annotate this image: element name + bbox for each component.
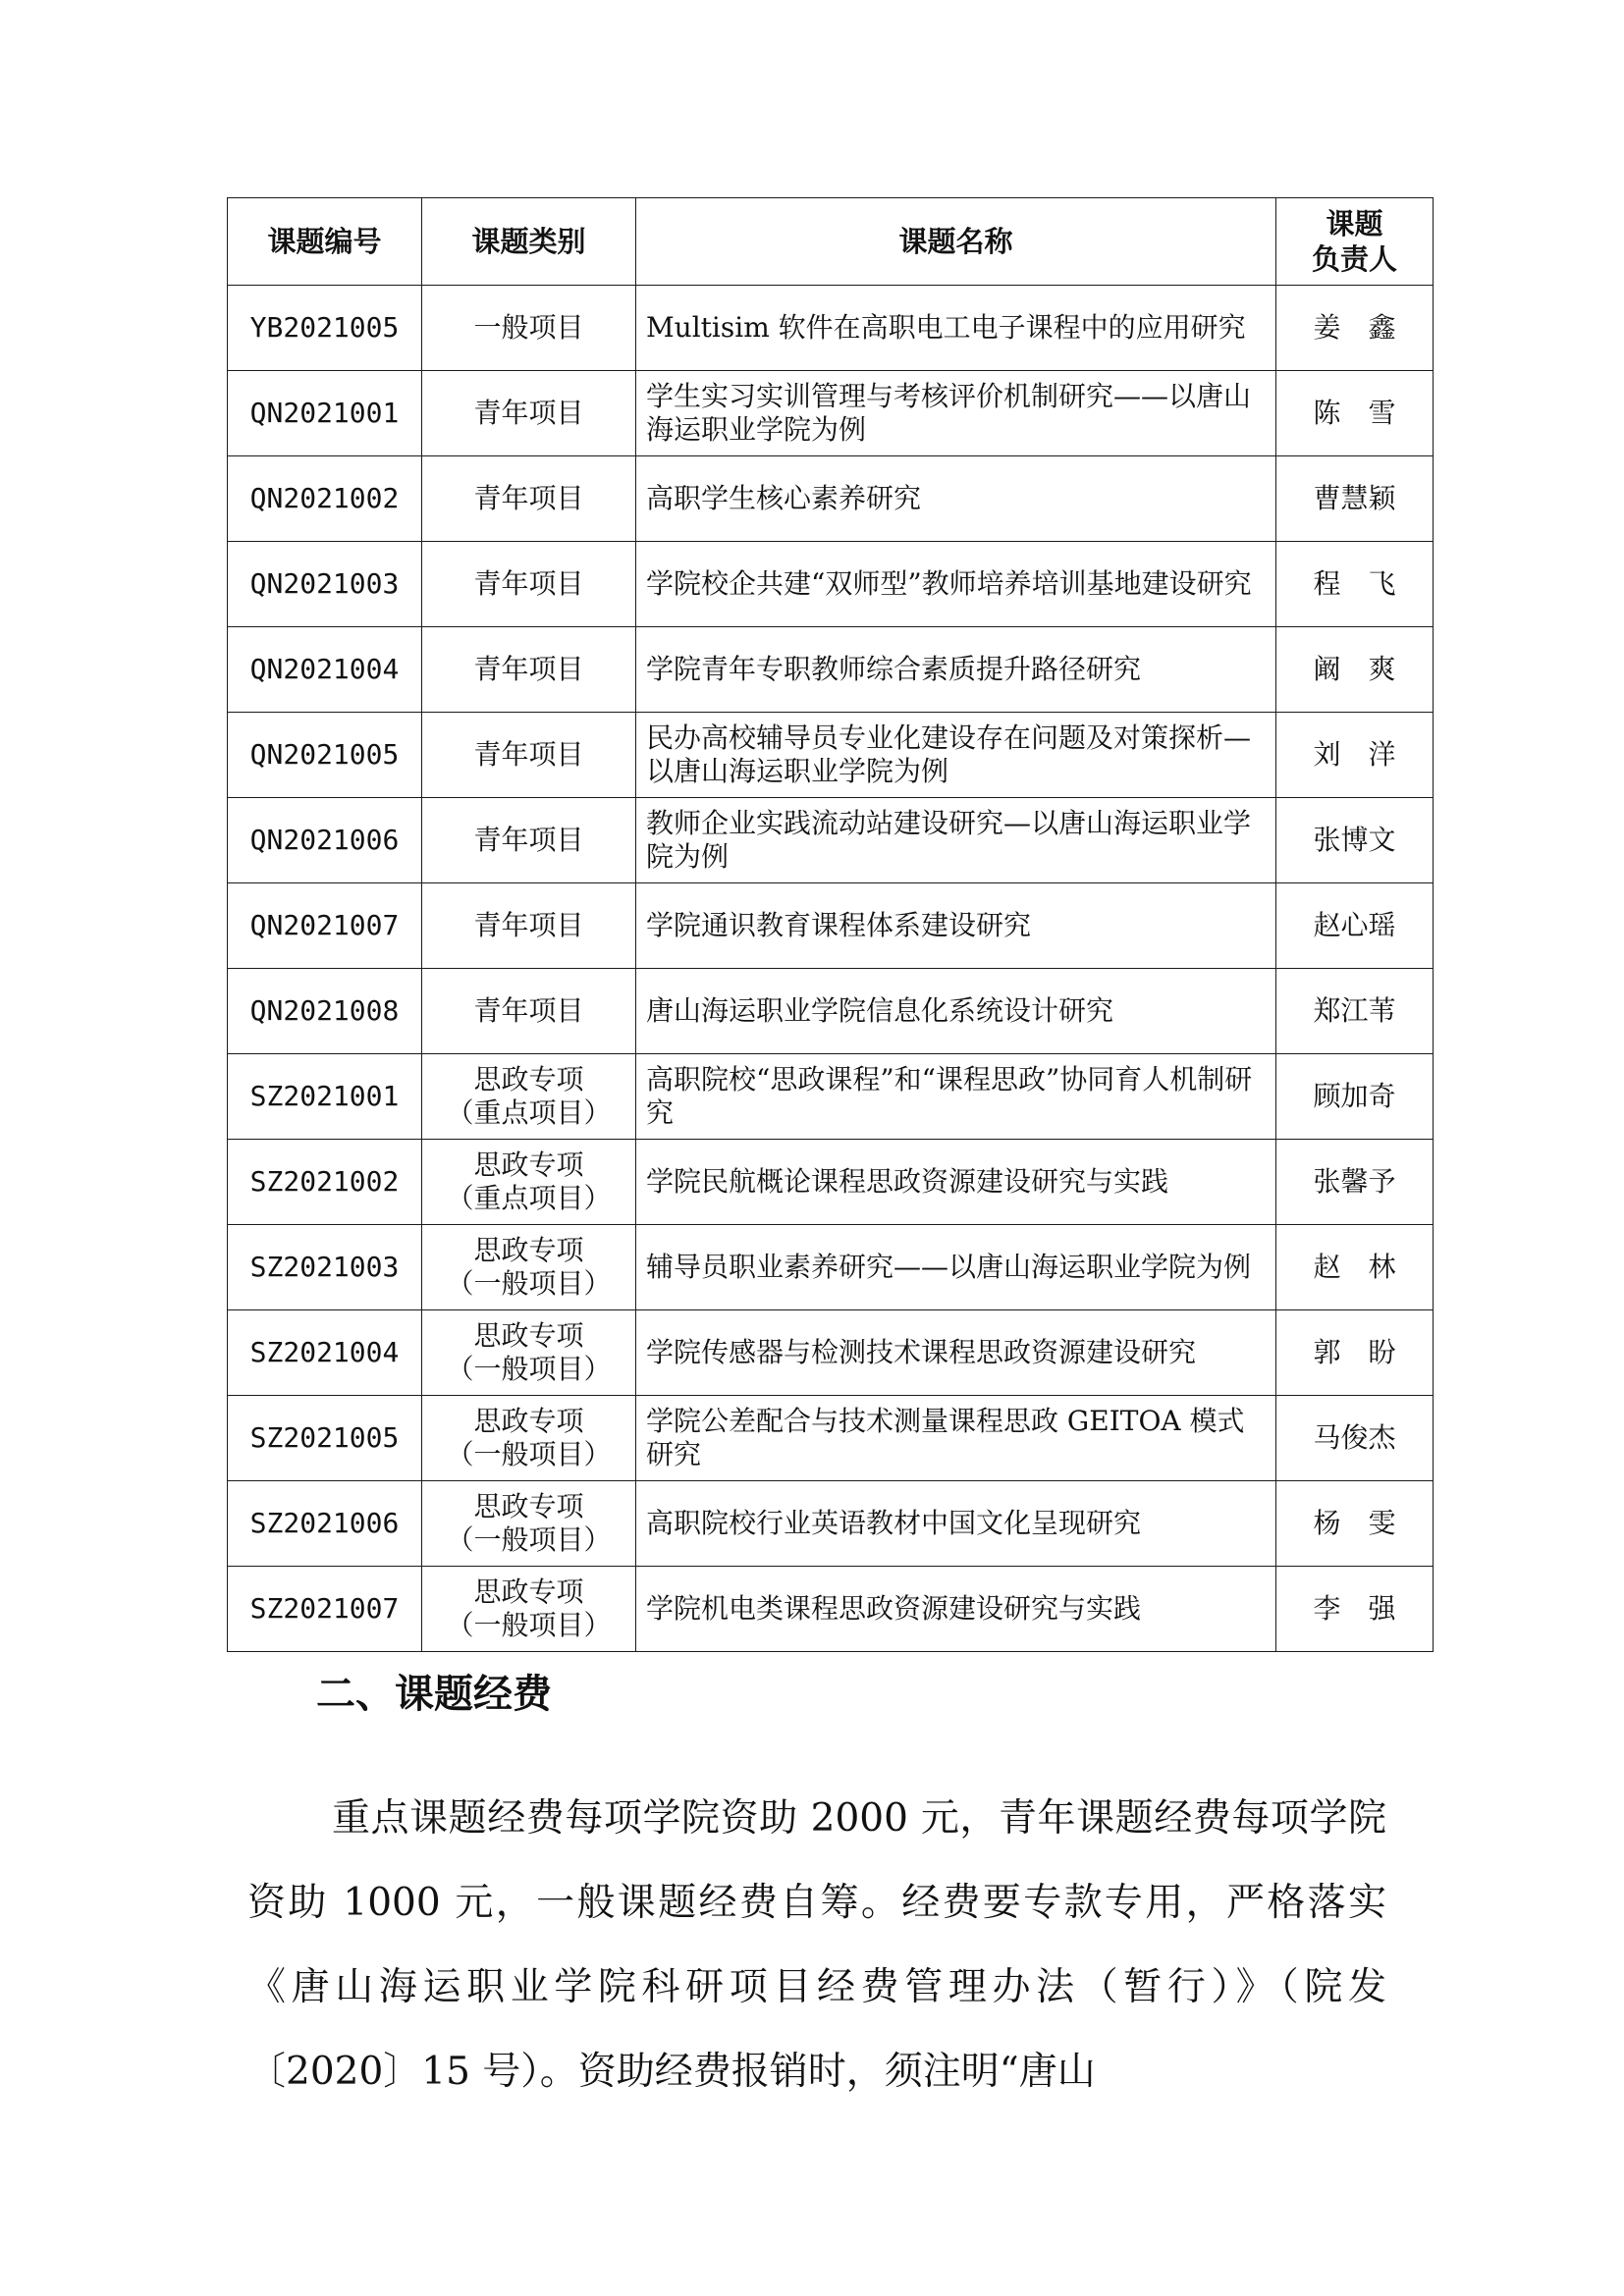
project-table: [227, 197, 1434, 1652]
table-row: [228, 1140, 1434, 1225]
table-row: [228, 627, 1434, 713]
project-code: SZ2021002: [228, 1140, 422, 1225]
project-category: [422, 1225, 636, 1310]
project-title: 学院公差配合与技术测量课程思政 GEITOA 模式研究: [636, 1396, 1276, 1481]
project-title: 高职学生核心素养研究: [636, 456, 1276, 542]
project-code: QN2021001: [228, 371, 422, 456]
table-row: [228, 969, 1434, 1054]
project-category: [422, 713, 636, 798]
project-title: 高职院校行业英语教材中国文化呈现研究: [636, 1481, 1276, 1567]
project-category-line1: 青年项目: [473, 738, 584, 771]
project-code: SZ2021006: [228, 1481, 422, 1567]
table-row: [228, 542, 1434, 627]
project-category-line1: 青年项目: [473, 824, 584, 856]
project-leader: 马俊杰: [1276, 1396, 1434, 1481]
project-category: [422, 1567, 636, 1652]
table-row: [228, 1481, 1434, 1567]
project-leader: 张博文: [1276, 798, 1434, 883]
funding-paragraph: 重点课题经费每项学院资助 2000 元，青年课题经费每项学院资助 1000 元，一般课题经费自筹。经费要专款专用，严格落实《唐山海运职业学院科研项目经费管理办法（暂行）》（院发〔2020〕15 号）。资助经费报销时，须注明“唐山: [247, 1796, 1386, 2094]
project-leader: 顾加奇: [1276, 1054, 1434, 1140]
project-leader: 曹慧颖: [1276, 456, 1434, 542]
table-row: [228, 798, 1434, 883]
project-category-line1: 思政专项: [473, 1319, 584, 1352]
table-row: [228, 1310, 1434, 1396]
project-leader: 李 强: [1276, 1567, 1434, 1652]
project-title: 学院青年专职教师综合素质提升路径研究: [636, 627, 1276, 713]
project-leader: 赵 林: [1276, 1225, 1434, 1310]
project-code: QN2021003: [228, 542, 422, 627]
project-leader: 郭 盼: [1276, 1310, 1434, 1396]
project-title: 学院通识教育课程体系建设研究: [636, 883, 1276, 969]
header-leader-line1: 课题: [1326, 207, 1383, 240]
project-category: [422, 627, 636, 713]
project-leader: 陈 雪: [1276, 371, 1434, 456]
section-heading: 二、课题经费: [316, 1672, 552, 1717]
project-title: 学院民航概论课程思政资源建设研究与实践: [636, 1140, 1276, 1225]
table-row: [228, 1567, 1434, 1652]
project-category-line1: 思政专项: [473, 1148, 584, 1181]
project-category-line1: 青年项目: [473, 909, 584, 941]
project-title: 学生实习实训管理与考核评价机制研究——以唐山海运职业学院为例: [636, 371, 1276, 456]
project-code: SZ2021005: [228, 1396, 422, 1481]
project-title: Multisim 软件在高职电工电子课程中的应用研究: [636, 286, 1276, 371]
project-category-line2: （一般项目）: [446, 1523, 612, 1556]
project-category-line2: （一般项目）: [446, 1438, 612, 1470]
table-row: [228, 713, 1434, 798]
project-category: [422, 286, 636, 371]
project-category-line1: 思政专项: [473, 1575, 584, 1608]
project-title: 高职院校“思政课程”和“课程思政”协同育人机制研究: [636, 1054, 1276, 1140]
project-title: 学院传感器与检测技术课程思政资源建设研究: [636, 1310, 1276, 1396]
project-leader: 刘 洋: [1276, 713, 1434, 798]
table-row: [228, 1225, 1434, 1310]
header-leader-line2: 负责人: [1311, 242, 1397, 276]
project-leader: 郑江苇: [1276, 969, 1434, 1054]
project-category: [422, 456, 636, 542]
project-category: [422, 1396, 636, 1481]
project-title: 学院机电类课程思政资源建设研究与实践: [636, 1567, 1276, 1652]
project-code: SZ2021007: [228, 1567, 422, 1652]
header-title: 课题名称: [636, 198, 1276, 286]
project-title: 唐山海运职业学院信息化系统设计研究: [636, 969, 1276, 1054]
project-category-line2: （重点项目）: [446, 1096, 612, 1129]
table-row: [228, 883, 1434, 969]
project-category-line1: 思政专项: [473, 1063, 584, 1095]
project-category-line2: （一般项目）: [446, 1353, 612, 1385]
table-row: [228, 371, 1434, 456]
table-body: [228, 286, 1434, 1652]
project-category-line1: 一般项目: [473, 311, 584, 344]
project-category-line1: 青年项目: [473, 397, 584, 429]
project-title: 民办高校辅导员专业化建设存在问题及对策探析—以唐山海运职业学院为例: [636, 713, 1276, 798]
project-code: QN2021006: [228, 798, 422, 883]
table-row: [228, 1396, 1434, 1481]
project-title: 辅导员职业素养研究——以唐山海运职业学院为例: [636, 1225, 1276, 1310]
project-category-line1: 青年项目: [473, 482, 584, 514]
project-category: [422, 883, 636, 969]
project-leader: 赵心瑶: [1276, 883, 1434, 969]
project-leader: 阚 爽: [1276, 627, 1434, 713]
project-category: [422, 1140, 636, 1225]
project-category-line1: 青年项目: [473, 653, 584, 685]
header-code: 课题编号: [228, 198, 422, 286]
project-code: SZ2021003: [228, 1225, 422, 1310]
project-category: [422, 1054, 636, 1140]
project-category-line1: 青年项目: [473, 567, 584, 600]
project-category: [422, 1310, 636, 1396]
project-code: YB2021005: [228, 286, 422, 371]
project-category-line1: 思政专项: [473, 1490, 584, 1522]
project-category-line2: （重点项目）: [446, 1182, 612, 1214]
project-leader: 姜 鑫: [1276, 286, 1434, 371]
project-category: [422, 542, 636, 627]
table-row: [228, 286, 1434, 371]
table-row: [228, 1054, 1434, 1140]
project-category-line2: （一般项目）: [446, 1267, 612, 1300]
project-code: QN2021002: [228, 456, 422, 542]
header-category: 课题类别: [422, 198, 636, 286]
project-category: [422, 371, 636, 456]
project-leader: 杨 雯: [1276, 1481, 1434, 1567]
table-header-row: [228, 198, 1434, 286]
project-category: [422, 1481, 636, 1567]
project-category-line2: （一般项目）: [446, 1609, 612, 1641]
project-category: [422, 969, 636, 1054]
project-title: 学院校企共建“双师型”教师培养培训基地建设研究: [636, 542, 1276, 627]
project-category-line1: 思政专项: [473, 1234, 584, 1266]
project-code: SZ2021004: [228, 1310, 422, 1396]
project-category-line1: 青年项目: [473, 994, 584, 1027]
project-leader: 程 飞: [1276, 542, 1434, 627]
project-code: QN2021007: [228, 883, 422, 969]
project-category: [422, 798, 636, 883]
project-leader: 张馨予: [1276, 1140, 1434, 1225]
project-code: QN2021005: [228, 713, 422, 798]
project-code: QN2021008: [228, 969, 422, 1054]
header-leader: [1276, 198, 1434, 286]
project-category-line1: 思政专项: [473, 1405, 584, 1437]
project-title: 教师企业实践流动站建设研究—以唐山海运职业学院为例: [636, 798, 1276, 883]
project-code: QN2021004: [228, 627, 422, 713]
table-row: [228, 456, 1434, 542]
project-code: SZ2021001: [228, 1054, 422, 1140]
